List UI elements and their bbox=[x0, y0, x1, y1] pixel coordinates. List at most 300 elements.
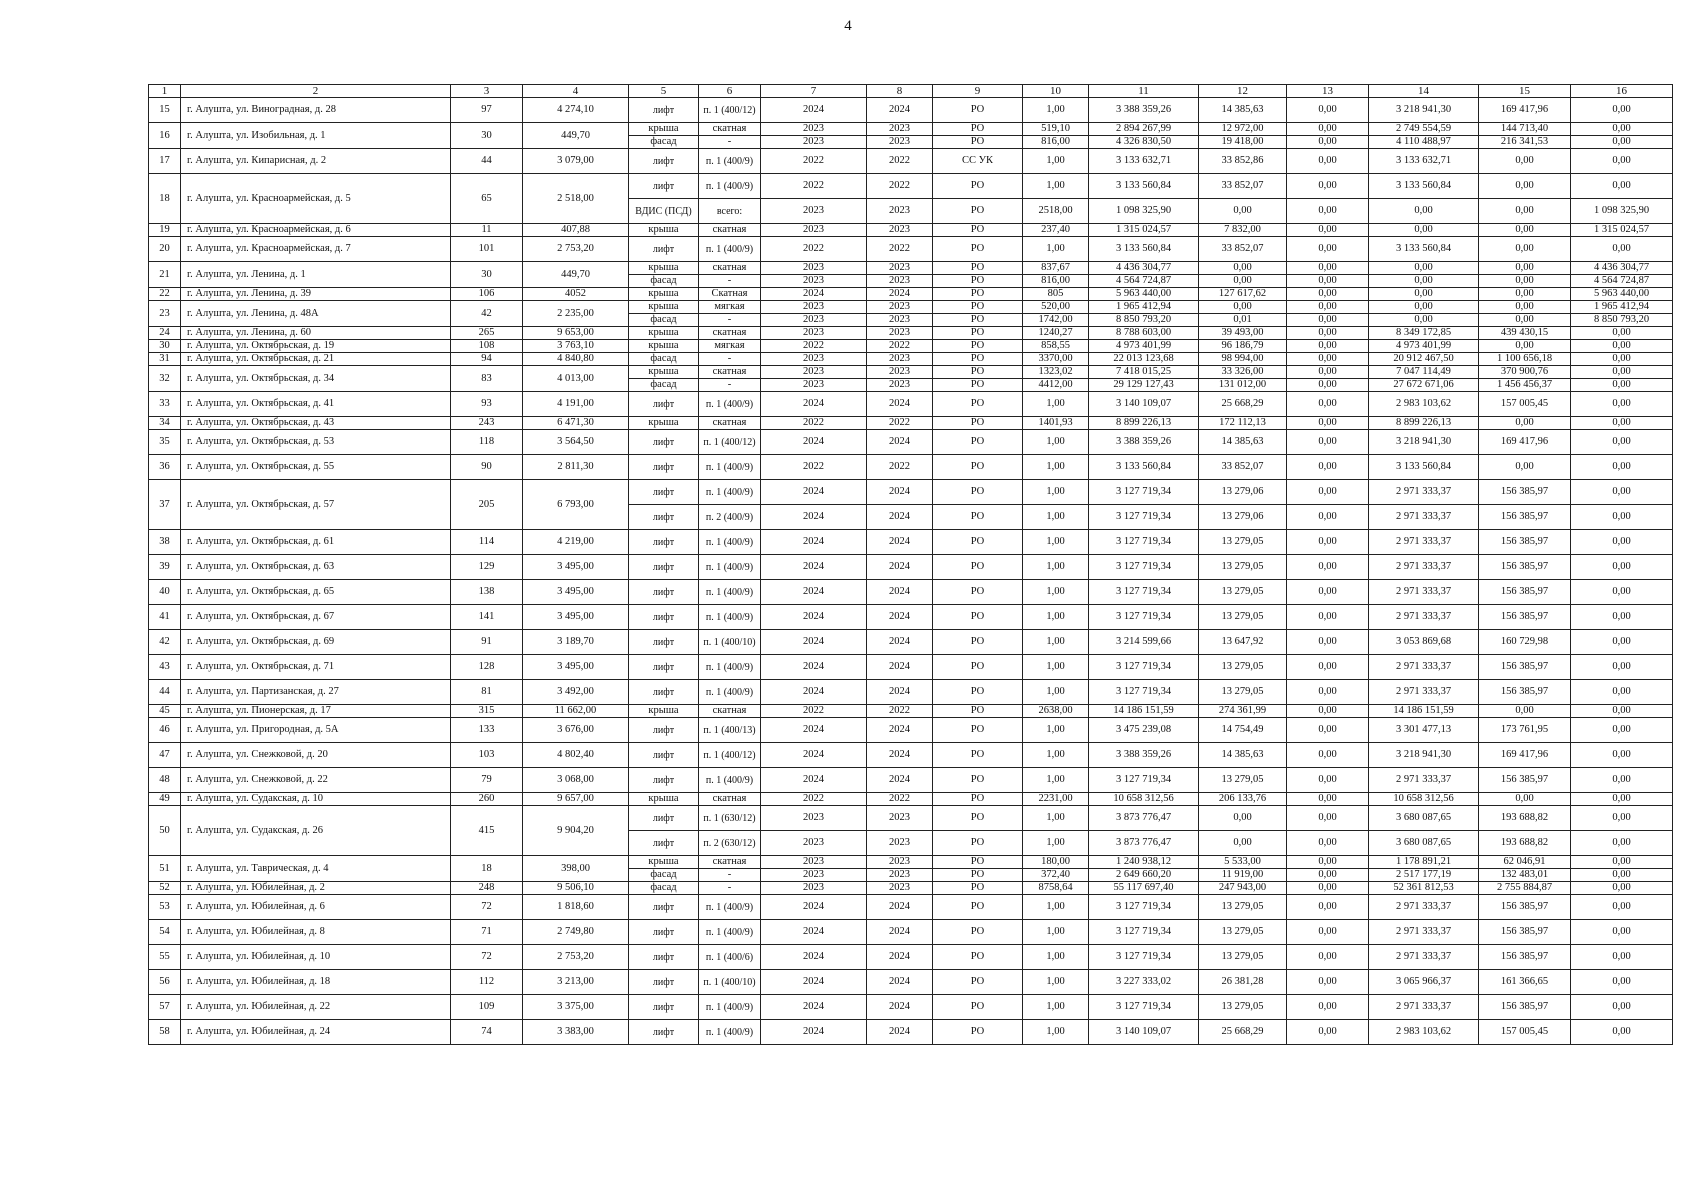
fund-owners-cell: 0,00 bbox=[1571, 718, 1673, 743]
year-plan-cell: 2024 bbox=[761, 718, 867, 743]
cost-extra-cell: 274 361,99 bbox=[1199, 705, 1287, 718]
capital-repair-table bbox=[148, 84, 1673, 1045]
table-row bbox=[149, 98, 1673, 123]
fund-owners-cell: 4 564 724,87 bbox=[1571, 275, 1673, 288]
area-cell: 2 518,00 bbox=[523, 174, 629, 224]
table-row bbox=[149, 353, 1673, 366]
column-header: 7 bbox=[761, 85, 867, 98]
fund-regional-cell: 2 971 333,37 bbox=[1369, 480, 1479, 505]
source-cell: РО bbox=[933, 970, 1023, 995]
source-cell: РО bbox=[933, 920, 1023, 945]
year-actual-cell: 2023 bbox=[867, 301, 933, 314]
fund-owners-cell: 0,00 bbox=[1571, 366, 1673, 379]
apartments-cell: 101 bbox=[451, 237, 523, 262]
fund-fed-cell: 0,00 bbox=[1287, 123, 1369, 136]
fund-regional-cell: 8 899 226,13 bbox=[1369, 417, 1479, 430]
cost-total-cell: 3 127 719,34 bbox=[1089, 530, 1199, 555]
work-type-cell: лифт bbox=[629, 768, 699, 793]
fund-regional-cell: 3 133 560,84 bbox=[1369, 237, 1479, 262]
cost-extra-cell: 0,01 bbox=[1199, 314, 1287, 327]
row-number: 37 bbox=[149, 480, 181, 530]
cost-extra-cell: 25 668,29 bbox=[1199, 392, 1287, 417]
column-header: 6 bbox=[699, 85, 761, 98]
year-plan-cell: 2023 bbox=[761, 856, 867, 869]
work-subtype-cell: п. 1 (400/9) bbox=[699, 237, 761, 262]
volume-cell: 1,00 bbox=[1023, 831, 1089, 856]
area-cell: 3 495,00 bbox=[523, 555, 629, 580]
cost-total-cell: 1 098 325,90 bbox=[1089, 199, 1199, 224]
fund-owners-cell: 0,00 bbox=[1571, 655, 1673, 680]
row-number: 51 bbox=[149, 856, 181, 882]
area-cell: 398,00 bbox=[523, 856, 629, 882]
work-type-cell: лифт bbox=[629, 455, 699, 480]
area-cell: 3 495,00 bbox=[523, 580, 629, 605]
fund-local-cell: 169 417,96 bbox=[1479, 98, 1571, 123]
fund-fed-cell: 0,00 bbox=[1287, 224, 1369, 237]
cost-total-cell: 29 129 127,43 bbox=[1089, 379, 1199, 392]
apartments-cell: 112 bbox=[451, 970, 523, 995]
area-cell: 4 802,40 bbox=[523, 743, 629, 768]
volume-cell: 1,00 bbox=[1023, 505, 1089, 530]
table-row bbox=[149, 327, 1673, 340]
work-type-cell: фасад bbox=[629, 353, 699, 366]
fund-regional-cell: 3 218 941,30 bbox=[1369, 98, 1479, 123]
fund-owners-cell: 5 963 440,00 bbox=[1571, 288, 1673, 301]
row-number: 40 bbox=[149, 580, 181, 605]
fund-owners-cell: 0,00 bbox=[1571, 705, 1673, 718]
address-cell: г. Алушта, ул. Ленина, д. 1 bbox=[181, 262, 451, 288]
work-type-cell: лифт bbox=[629, 831, 699, 856]
source-cell: РО bbox=[933, 353, 1023, 366]
year-actual-cell: 2023 bbox=[867, 856, 933, 869]
fund-fed-cell: 0,00 bbox=[1287, 680, 1369, 705]
fund-regional-cell: 0,00 bbox=[1369, 301, 1479, 314]
work-type-cell: крыша bbox=[629, 340, 699, 353]
cost-total-cell: 2 649 660,20 bbox=[1089, 869, 1199, 882]
cost-extra-cell: 0,00 bbox=[1199, 199, 1287, 224]
fund-owners-cell: 0,00 bbox=[1571, 480, 1673, 505]
fund-local-cell: 173 761,95 bbox=[1479, 718, 1571, 743]
fund-fed-cell: 0,00 bbox=[1287, 530, 1369, 555]
source-cell: РО bbox=[933, 705, 1023, 718]
year-plan-cell: 2024 bbox=[761, 98, 867, 123]
table-row bbox=[149, 480, 1673, 505]
source-cell: РО bbox=[933, 136, 1023, 149]
year-actual-cell: 2022 bbox=[867, 149, 933, 174]
table-row bbox=[149, 417, 1673, 430]
source-cell: РО bbox=[933, 123, 1023, 136]
cost-total-cell: 3 127 719,34 bbox=[1089, 605, 1199, 630]
fund-regional-cell: 14 186 151,59 bbox=[1369, 705, 1479, 718]
cost-extra-cell: 33 852,86 bbox=[1199, 149, 1287, 174]
year-plan-cell: 2023 bbox=[761, 806, 867, 831]
apartments-cell: 106 bbox=[451, 288, 523, 301]
year-plan-cell: 2024 bbox=[761, 945, 867, 970]
address-cell: г. Алушта, ул. Октябрьская, д. 34 bbox=[181, 366, 451, 392]
year-actual-cell: 2024 bbox=[867, 630, 933, 655]
year-plan-cell: 2024 bbox=[761, 430, 867, 455]
address-cell: г. Алушта, ул. Октябрьская, д. 63 bbox=[181, 555, 451, 580]
apartments-cell: 44 bbox=[451, 149, 523, 174]
fund-regional-cell: 4 973 401,99 bbox=[1369, 340, 1479, 353]
fund-local-cell: 156 385,97 bbox=[1479, 505, 1571, 530]
fund-local-cell: 156 385,97 bbox=[1479, 580, 1571, 605]
table-row bbox=[149, 945, 1673, 970]
address-cell: г. Алушта, ул. Октябрьская, д. 43 bbox=[181, 417, 451, 430]
fund-owners-cell: 0,00 bbox=[1571, 806, 1673, 831]
fund-owners-cell: 0,00 bbox=[1571, 945, 1673, 970]
cost-total-cell: 22 013 123,68 bbox=[1089, 353, 1199, 366]
fund-local-cell: 132 483,01 bbox=[1479, 869, 1571, 882]
table-row bbox=[149, 580, 1673, 605]
fund-owners-cell: 0,00 bbox=[1571, 605, 1673, 630]
fund-fed-cell: 0,00 bbox=[1287, 768, 1369, 793]
row-number: 53 bbox=[149, 895, 181, 920]
fund-owners-cell: 0,00 bbox=[1571, 995, 1673, 1020]
year-actual-cell: 2023 bbox=[867, 224, 933, 237]
cost-extra-cell: 13 279,05 bbox=[1199, 655, 1287, 680]
cost-extra-cell: 14 754,49 bbox=[1199, 718, 1287, 743]
fund-owners-cell: 0,00 bbox=[1571, 174, 1673, 199]
volume-cell: 1240,27 bbox=[1023, 327, 1089, 340]
year-actual-cell: 2024 bbox=[867, 530, 933, 555]
year-actual-cell: 2023 bbox=[867, 869, 933, 882]
fund-regional-cell: 2 983 103,62 bbox=[1369, 1020, 1479, 1045]
year-plan-cell: 2022 bbox=[761, 793, 867, 806]
volume-cell: 180,00 bbox=[1023, 856, 1089, 869]
source-cell: РО bbox=[933, 314, 1023, 327]
cost-total-cell: 7 418 015,25 bbox=[1089, 366, 1199, 379]
fund-regional-cell: 2 971 333,37 bbox=[1369, 680, 1479, 705]
fund-local-cell: 0,00 bbox=[1479, 174, 1571, 199]
fund-regional-cell: 2 971 333,37 bbox=[1369, 655, 1479, 680]
table-body bbox=[149, 98, 1673, 1045]
year-plan-cell: 2024 bbox=[761, 480, 867, 505]
work-subtype-cell: скатная bbox=[699, 123, 761, 136]
source-cell: РО bbox=[933, 680, 1023, 705]
column-header: 10 bbox=[1023, 85, 1089, 98]
address-cell: г. Алушта, ул. Снежковой, д. 20 bbox=[181, 743, 451, 768]
cost-total-cell: 3 127 719,34 bbox=[1089, 945, 1199, 970]
work-subtype-cell: - bbox=[699, 869, 761, 882]
area-cell: 2 753,20 bbox=[523, 945, 629, 970]
volume-cell: 1,00 bbox=[1023, 430, 1089, 455]
table-row bbox=[149, 630, 1673, 655]
row-number: 49 bbox=[149, 793, 181, 806]
row-number: 32 bbox=[149, 366, 181, 392]
column-header: 14 bbox=[1369, 85, 1479, 98]
year-actual-cell: 2022 bbox=[867, 705, 933, 718]
work-subtype-cell: п. 1 (400/9) bbox=[699, 895, 761, 920]
fund-local-cell: 193 688,82 bbox=[1479, 806, 1571, 831]
table-row bbox=[149, 995, 1673, 1020]
source-cell: РО bbox=[933, 995, 1023, 1020]
area-cell: 4 274,10 bbox=[523, 98, 629, 123]
row-number: 38 bbox=[149, 530, 181, 555]
cost-total-cell: 1 315 024,57 bbox=[1089, 224, 1199, 237]
fund-owners-cell: 0,00 bbox=[1571, 455, 1673, 480]
table-row bbox=[149, 718, 1673, 743]
area-cell: 3 564,50 bbox=[523, 430, 629, 455]
fund-local-cell: 0,00 bbox=[1479, 237, 1571, 262]
source-cell: РО bbox=[933, 237, 1023, 262]
area-cell: 407,88 bbox=[523, 224, 629, 237]
source-cell: РО bbox=[933, 224, 1023, 237]
row-number: 55 bbox=[149, 945, 181, 970]
fund-fed-cell: 0,00 bbox=[1287, 327, 1369, 340]
year-actual-cell: 2024 bbox=[867, 430, 933, 455]
cost-total-cell: 3 127 719,34 bbox=[1089, 555, 1199, 580]
work-type-cell: крыша bbox=[629, 288, 699, 301]
fund-fed-cell: 0,00 bbox=[1287, 505, 1369, 530]
area-cell: 2 811,30 bbox=[523, 455, 629, 480]
year-plan-cell: 2024 bbox=[761, 655, 867, 680]
fund-owners-cell: 0,00 bbox=[1571, 895, 1673, 920]
table-row bbox=[149, 680, 1673, 705]
fund-owners-cell: 0,00 bbox=[1571, 392, 1673, 417]
fund-regional-cell: 2 971 333,37 bbox=[1369, 580, 1479, 605]
year-plan-cell: 2023 bbox=[761, 327, 867, 340]
apartments-cell: 30 bbox=[451, 262, 523, 288]
fund-local-cell: 0,00 bbox=[1479, 262, 1571, 275]
work-type-cell: лифт bbox=[629, 806, 699, 831]
cost-total-cell: 3 127 719,34 bbox=[1089, 995, 1199, 1020]
work-type-cell: крыша bbox=[629, 856, 699, 869]
address-cell: г. Алушта, ул. Юбилейная, д. 18 bbox=[181, 970, 451, 995]
cost-total-cell: 3 127 719,34 bbox=[1089, 480, 1199, 505]
row-number: 45 bbox=[149, 705, 181, 718]
work-subtype-cell: п. 1 (400/10) bbox=[699, 630, 761, 655]
fund-fed-cell: 0,00 bbox=[1287, 455, 1369, 480]
volume-cell: 520,00 bbox=[1023, 301, 1089, 314]
fund-regional-cell: 2 971 333,37 bbox=[1369, 555, 1479, 580]
volume-cell: 1323,02 bbox=[1023, 366, 1089, 379]
volume-cell: 1,00 bbox=[1023, 149, 1089, 174]
area-cell: 3 763,10 bbox=[523, 340, 629, 353]
fund-owners-cell: 0,00 bbox=[1571, 743, 1673, 768]
area-cell: 4 191,00 bbox=[523, 392, 629, 417]
fund-owners-cell: 0,00 bbox=[1571, 379, 1673, 392]
cost-total-cell: 8 788 603,00 bbox=[1089, 327, 1199, 340]
area-cell: 4052 bbox=[523, 288, 629, 301]
fund-regional-cell: 3 133 632,71 bbox=[1369, 149, 1479, 174]
cost-extra-cell: 5 533,00 bbox=[1199, 856, 1287, 869]
year-actual-cell: 2024 bbox=[867, 98, 933, 123]
fund-fed-cell: 0,00 bbox=[1287, 806, 1369, 831]
cost-total-cell: 3 127 719,34 bbox=[1089, 920, 1199, 945]
volume-cell: 1,00 bbox=[1023, 680, 1089, 705]
source-cell: РО bbox=[933, 605, 1023, 630]
source-cell: РО bbox=[933, 340, 1023, 353]
table-row bbox=[149, 174, 1673, 199]
year-actual-cell: 2024 bbox=[867, 1020, 933, 1045]
fund-regional-cell: 2 971 333,37 bbox=[1369, 920, 1479, 945]
cost-extra-cell: 131 012,00 bbox=[1199, 379, 1287, 392]
cost-extra-cell: 98 994,00 bbox=[1199, 353, 1287, 366]
cost-total-cell: 3 127 719,34 bbox=[1089, 895, 1199, 920]
row-number: 16 bbox=[149, 123, 181, 149]
fund-fed-cell: 0,00 bbox=[1287, 869, 1369, 882]
work-type-cell: лифт bbox=[629, 149, 699, 174]
source-cell: РО bbox=[933, 505, 1023, 530]
row-number: 21 bbox=[149, 262, 181, 288]
area-cell: 2 749,80 bbox=[523, 920, 629, 945]
source-cell: РО bbox=[933, 831, 1023, 856]
fund-regional-cell: 0,00 bbox=[1369, 288, 1479, 301]
area-cell: 4 013,00 bbox=[523, 366, 629, 392]
work-type-cell: лифт bbox=[629, 580, 699, 605]
work-subtype-cell: п. 1 (400/9) bbox=[699, 455, 761, 480]
cost-extra-cell: 13 279,05 bbox=[1199, 580, 1287, 605]
fund-regional-cell: 0,00 bbox=[1369, 199, 1479, 224]
row-number: 44 bbox=[149, 680, 181, 705]
row-number: 41 bbox=[149, 605, 181, 630]
address-cell: г. Алушта, ул. Октябрьская, д. 65 bbox=[181, 580, 451, 605]
address-cell: г. Алушта, ул. Ленина, д. 60 bbox=[181, 327, 451, 340]
apartments-cell: 90 bbox=[451, 455, 523, 480]
fund-local-cell: 0,00 bbox=[1479, 199, 1571, 224]
apartments-cell: 243 bbox=[451, 417, 523, 430]
fund-owners-cell: 0,00 bbox=[1571, 327, 1673, 340]
cost-total-cell: 10 658 312,56 bbox=[1089, 793, 1199, 806]
year-actual-cell: 2024 bbox=[867, 505, 933, 530]
source-cell: СС УК bbox=[933, 149, 1023, 174]
year-actual-cell: 2023 bbox=[867, 366, 933, 379]
work-type-cell: лифт bbox=[629, 392, 699, 417]
row-number: 50 bbox=[149, 806, 181, 856]
row-number: 57 bbox=[149, 995, 181, 1020]
cost-extra-cell: 13 647,92 bbox=[1199, 630, 1287, 655]
area-cell: 3 495,00 bbox=[523, 605, 629, 630]
work-subtype-cell: п. 1 (400/9) bbox=[699, 580, 761, 605]
fund-regional-cell: 7 047 114,49 bbox=[1369, 366, 1479, 379]
row-number: 35 bbox=[149, 430, 181, 455]
apartments-cell: 79 bbox=[451, 768, 523, 793]
cost-extra-cell: 0,00 bbox=[1199, 301, 1287, 314]
area-cell: 9 506,10 bbox=[523, 882, 629, 895]
fund-local-cell: 1 100 656,18 bbox=[1479, 353, 1571, 366]
fund-regional-cell: 3 053 869,68 bbox=[1369, 630, 1479, 655]
volume-cell: 2518,00 bbox=[1023, 199, 1089, 224]
address-cell: г. Алушта, ул. Красноармейская, д. 7 bbox=[181, 237, 451, 262]
table-row bbox=[149, 1020, 1673, 1045]
fund-fed-cell: 0,00 bbox=[1287, 379, 1369, 392]
address-cell: г. Алушта, ул. Ленина, д. 48А bbox=[181, 301, 451, 327]
apartments-cell: 65 bbox=[451, 174, 523, 224]
apartments-cell: 83 bbox=[451, 366, 523, 392]
address-cell: г. Алушта, ул. Партизанская, д. 27 bbox=[181, 680, 451, 705]
source-cell: РО bbox=[933, 530, 1023, 555]
row-number: 36 bbox=[149, 455, 181, 480]
fund-local-cell: 169 417,96 bbox=[1479, 430, 1571, 455]
apartments-cell: 71 bbox=[451, 920, 523, 945]
page-number: 4 bbox=[844, 18, 852, 34]
source-cell: РО bbox=[933, 1020, 1023, 1045]
row-number: 19 bbox=[149, 224, 181, 237]
year-plan-cell: 2024 bbox=[761, 580, 867, 605]
fund-owners-cell: 1 965 412,94 bbox=[1571, 301, 1673, 314]
fund-fed-cell: 0,00 bbox=[1287, 945, 1369, 970]
table-row bbox=[149, 123, 1673, 136]
volume-cell: 237,40 bbox=[1023, 224, 1089, 237]
work-type-cell: лифт bbox=[629, 505, 699, 530]
area-cell: 9 653,00 bbox=[523, 327, 629, 340]
cost-extra-cell: 172 112,13 bbox=[1199, 417, 1287, 430]
work-subtype-cell: п. 1 (400/12) bbox=[699, 430, 761, 455]
fund-local-cell: 144 713,40 bbox=[1479, 123, 1571, 136]
work-subtype-cell: п. 1 (400/9) bbox=[699, 530, 761, 555]
row-number: 47 bbox=[149, 743, 181, 768]
column-header: 9 bbox=[933, 85, 1023, 98]
year-actual-cell: 2023 bbox=[867, 806, 933, 831]
fund-fed-cell: 0,00 bbox=[1287, 920, 1369, 945]
apartments-cell: 265 bbox=[451, 327, 523, 340]
address-cell: г. Алушта, ул. Октябрьская, д. 69 bbox=[181, 630, 451, 655]
cost-extra-cell: 13 279,05 bbox=[1199, 995, 1287, 1020]
fund-regional-cell: 3 680 087,65 bbox=[1369, 831, 1479, 856]
area-cell: 3 383,00 bbox=[523, 1020, 629, 1045]
fund-local-cell: 0,00 bbox=[1479, 340, 1571, 353]
year-actual-cell: 2024 bbox=[867, 655, 933, 680]
apartments-cell: 81 bbox=[451, 680, 523, 705]
volume-cell: 837,67 bbox=[1023, 262, 1089, 275]
source-cell: РО bbox=[933, 945, 1023, 970]
row-number: 48 bbox=[149, 768, 181, 793]
address-cell: г. Алушта, ул. Юбилейная, д. 24 bbox=[181, 1020, 451, 1045]
fund-fed-cell: 0,00 bbox=[1287, 237, 1369, 262]
fund-fed-cell: 0,00 bbox=[1287, 995, 1369, 1020]
year-plan-cell: 2023 bbox=[761, 275, 867, 288]
cost-extra-cell: 13 279,06 bbox=[1199, 505, 1287, 530]
cost-extra-cell: 13 279,05 bbox=[1199, 680, 1287, 705]
source-cell: РО bbox=[933, 379, 1023, 392]
work-subtype-cell: Скатная bbox=[699, 288, 761, 301]
apartments-cell: 97 bbox=[451, 98, 523, 123]
row-number: 24 bbox=[149, 327, 181, 340]
apartments-cell: 114 bbox=[451, 530, 523, 555]
volume-cell: 519,10 bbox=[1023, 123, 1089, 136]
year-plan-cell: 2023 bbox=[761, 353, 867, 366]
fund-fed-cell: 0,00 bbox=[1287, 392, 1369, 417]
volume-cell: 858,55 bbox=[1023, 340, 1089, 353]
year-actual-cell: 2024 bbox=[867, 768, 933, 793]
row-number: 31 bbox=[149, 353, 181, 366]
cost-total-cell: 14 186 151,59 bbox=[1089, 705, 1199, 718]
apartments-cell: 103 bbox=[451, 743, 523, 768]
fund-local-cell: 157 005,45 bbox=[1479, 392, 1571, 417]
source-cell: РО bbox=[933, 288, 1023, 301]
area-cell: 1 818,60 bbox=[523, 895, 629, 920]
fund-owners-cell: 0,00 bbox=[1571, 237, 1673, 262]
table-row bbox=[149, 970, 1673, 995]
work-subtype-cell: п. 1 (400/10) bbox=[699, 970, 761, 995]
year-plan-cell: 2022 bbox=[761, 417, 867, 430]
area-cell: 3 079,00 bbox=[523, 149, 629, 174]
work-subtype-cell: п. 1 (400/12) bbox=[699, 743, 761, 768]
fund-fed-cell: 0,00 bbox=[1287, 417, 1369, 430]
work-subtype-cell: скатная bbox=[699, 856, 761, 869]
table-row bbox=[149, 340, 1673, 353]
year-plan-cell: 2024 bbox=[761, 680, 867, 705]
address-cell: г. Алушта, ул. Юбилейная, д. 8 bbox=[181, 920, 451, 945]
work-type-cell: лифт bbox=[629, 743, 699, 768]
column-header: 3 bbox=[451, 85, 523, 98]
year-plan-cell: 2022 bbox=[761, 149, 867, 174]
fund-local-cell: 156 385,97 bbox=[1479, 920, 1571, 945]
cost-extra-cell: 14 385,63 bbox=[1199, 98, 1287, 123]
work-type-cell: фасад bbox=[629, 314, 699, 327]
year-plan-cell: 2023 bbox=[761, 366, 867, 379]
